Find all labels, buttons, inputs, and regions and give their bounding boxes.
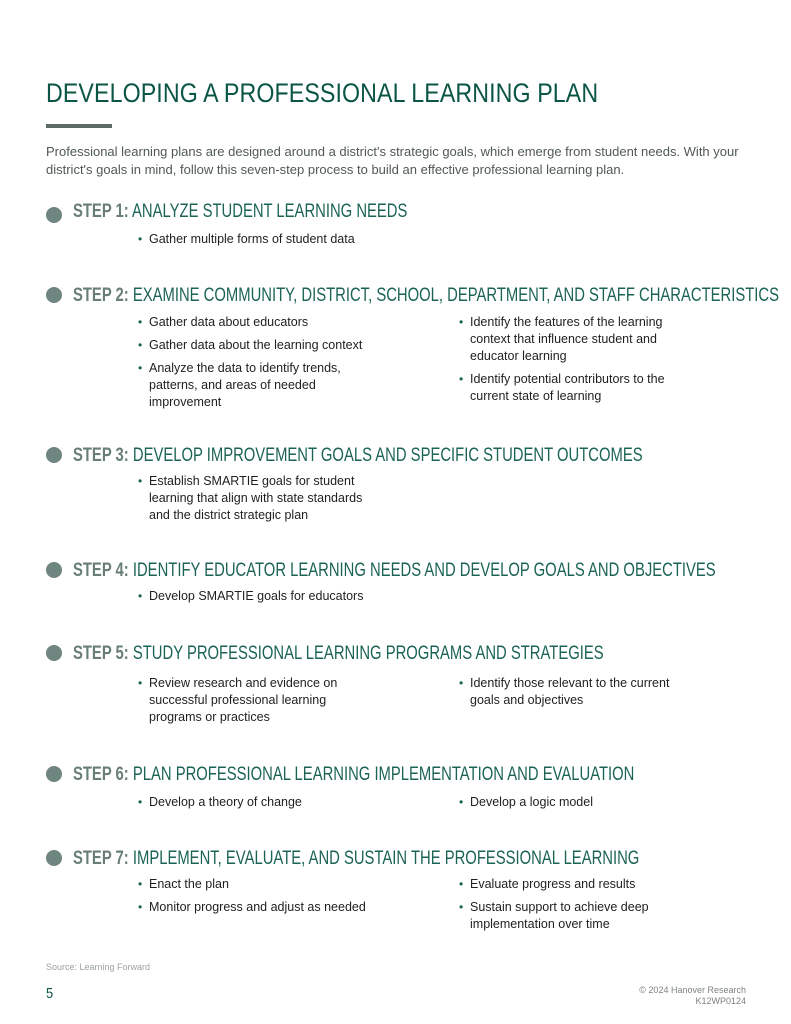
- list-item: • Gather multiple forms of student data: [138, 232, 355, 246]
- step-3-heading: [73, 445, 643, 467]
- step-7-dot: [46, 850, 62, 866]
- list-item: • Review research and evidence on successful professional learning programs or practices: [138, 676, 338, 724]
- list-item: • Identify the features of the learning context that influence student and educator learning: [459, 315, 663, 363]
- title-underline: [46, 124, 112, 128]
- step-5-left-list: [138, 675, 378, 732]
- step-5-right-list: [459, 675, 699, 715]
- bullet-icon: •: [459, 900, 464, 914]
- step-3-number: STEP 3:: [73, 445, 129, 466]
- bullet-icon: •: [138, 795, 143, 809]
- list-item: • Establish SMARTIE goals for student learning that align with state standards and the district strategic plan: [138, 474, 363, 522]
- list-item: • Analyze the data to identify trends, patterns, and areas of needed improvement: [138, 361, 341, 409]
- page-number: 5: [46, 985, 54, 1002]
- list-item: • Develop SMARTIE goals for educators: [138, 589, 364, 603]
- bullet-icon: •: [138, 877, 143, 891]
- bullet-icon: •: [138, 474, 143, 488]
- step-4-number: STEP 4:: [73, 560, 129, 581]
- bullet-icon: •: [138, 232, 143, 246]
- bullet-icon: •: [138, 361, 143, 375]
- step-6-left-list: [138, 794, 378, 817]
- step-2-heading: [73, 285, 779, 307]
- step-4-left-list: [138, 588, 378, 611]
- bullet-icon: •: [459, 315, 464, 329]
- step-3-dot: [46, 447, 62, 463]
- step-2-dot: [46, 287, 62, 303]
- list-item: • Sustain support to achieve deep implementation over time: [459, 900, 649, 931]
- step-6-title: PLAN PROFESSIONAL LEARNING IMPLEMENTATION AND EVALUATION: [132, 764, 635, 785]
- list-item: • Monitor progress and adjust as needed: [138, 900, 366, 914]
- step-2-left-list: [138, 314, 378, 417]
- step-1-dot: [46, 207, 62, 223]
- step-7-heading: [73, 848, 639, 870]
- step-1-left-list: [138, 231, 378, 254]
- list-item: • Identify those relevant to the current goals and objectives: [459, 676, 670, 707]
- list-item: • Gather data about the learning context: [138, 338, 363, 352]
- step-6-right-list: [459, 794, 699, 817]
- step-1-title: ANALYZE STUDENT LEARNING NEEDS: [132, 201, 408, 222]
- step-6-heading: [73, 764, 634, 786]
- bullet-icon: •: [459, 877, 464, 891]
- step-3-left-list: [138, 473, 378, 530]
- step-7-title: IMPLEMENT, EVALUATE, AND SUSTAIN THE PROFESSIONAL LEARNING: [132, 848, 640, 869]
- step-5-title: STUDY PROFESSIONAL LEARNING PROGRAMS AND STRATEGIES: [132, 643, 604, 664]
- step-1-number: STEP 1:: [73, 201, 129, 222]
- list-item: • Develop a logic model: [459, 795, 593, 809]
- step-2-title: EXAMINE COMMUNITY, DISTRICT, SCHOOL, DEPARTMENT, AND STAFF CHARACTERISTICS: [132, 285, 779, 306]
- bullet-icon: •: [138, 676, 143, 690]
- bullet-icon: •: [138, 900, 143, 914]
- document-code: K12WP0124: [695, 996, 746, 1006]
- step-7-number: STEP 7:: [73, 848, 129, 869]
- bullet-icon: •: [138, 338, 143, 352]
- step-3-title: DEVELOP IMPROVEMENT GOALS AND SPECIFIC STUDENT OUTCOMES: [132, 445, 643, 466]
- bullet-icon: •: [459, 372, 464, 386]
- step-4-heading: [73, 560, 716, 582]
- step-4-title: IDENTIFY EDUCATOR LEARNING NEEDS AND DEVELOP GOALS AND OBJECTIVES: [132, 560, 716, 581]
- page-title: DEVELOPING A PROFESSIONAL LEARNING PLAN: [46, 78, 599, 108]
- intro-paragraph: Professional learning plans are designed around a district's strategic goals, which emerge from student needs. With your district's goals in mind, follow this seven-step process to build an effective professional learning plan.: [46, 144, 739, 177]
- copyright-block: [639, 985, 746, 1007]
- bullet-icon: •: [459, 795, 464, 809]
- list-item: • Develop a theory of change: [138, 795, 302, 809]
- step-6-dot: [46, 766, 62, 782]
- source-note: Source: Learning Forward: [46, 962, 151, 972]
- list-item: • Evaluate progress and results: [459, 877, 636, 891]
- step-2-right-list: [459, 314, 699, 411]
- step-5-number: STEP 5:: [73, 643, 129, 664]
- bullet-icon: •: [459, 676, 464, 690]
- bullet-icon: •: [138, 589, 143, 603]
- list-item: • Gather data about educators: [138, 315, 309, 329]
- bullet-icon: •: [138, 315, 143, 329]
- step-5-heading: [73, 643, 604, 665]
- step-7-right-list: [459, 876, 699, 939]
- step-4-dot: [46, 562, 62, 578]
- step-7-left-list: [138, 876, 378, 922]
- list-item: • Enact the plan: [138, 877, 229, 891]
- list-item: • Identify potential contributors to the current state of learning: [459, 372, 665, 403]
- copyright-text: © 2024 Hanover Research: [639, 985, 746, 995]
- step-1-heading: [73, 201, 407, 223]
- step-2-number: STEP 2:: [73, 285, 129, 306]
- step-6-number: STEP 6:: [73, 764, 129, 785]
- step-5-dot: [46, 645, 62, 661]
